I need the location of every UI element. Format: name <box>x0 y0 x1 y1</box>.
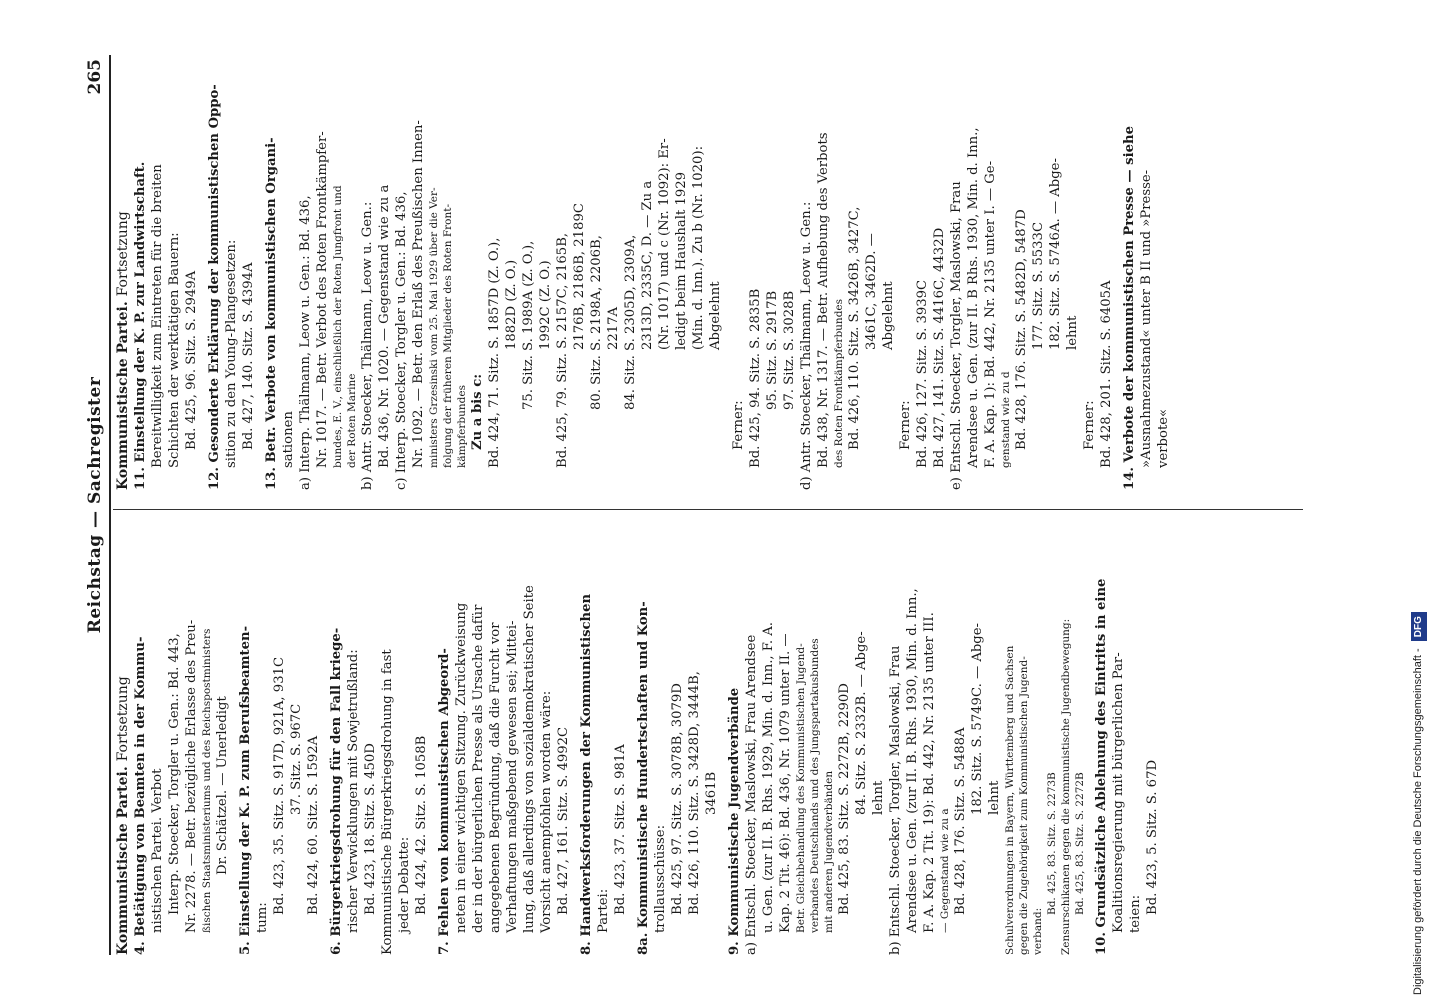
index-line: 6. Bürgerkriegsdrohung für den Fall kriege- <box>329 627 344 955</box>
index-line: 97. Sitz. S. 3028B <box>782 290 797 410</box>
index-line: 95. Sitz. S. 2917B <box>765 290 780 410</box>
heading-continuation: Fortsetzung <box>115 211 131 297</box>
section-heading: Kommunistische Partei. <box>115 301 131 490</box>
index-line: 3461B <box>704 771 719 815</box>
index-line: b) Antr. Stoecker, Thälmann, Leow u. Gen.: <box>360 201 375 490</box>
index-line: 9. Kommunistische Jugendverbände <box>727 687 742 955</box>
index-line: Abgelehnt <box>881 281 896 350</box>
index-line: lehnt <box>1065 315 1080 350</box>
page-header <box>85 55 107 955</box>
index-line: Zensurschikanen gegen die kommunistische Jugendbewegung: <box>1060 618 1072 955</box>
index-line: Koalitionsregierung mit bürgerlichen Par- <box>1111 652 1126 933</box>
index-line: Bd. 425, 83. Sitz. S. 2273B <box>1046 772 1058 915</box>
index-line: Bd. 425, 79. Sitz. S. 2157C, 2165B, <box>555 232 570 468</box>
dfg-credit-text: Digitalisierung gefördert durch die Deutsche Forschungsgemeinschaft - <box>1412 648 1424 995</box>
index-line: Arendsee u. Gen. (zur II. B. Rhs. 1930, Min. d. Inn., <box>905 588 920 933</box>
index-line: Bd. 423, 18. Sitz. S. 450D <box>363 743 378 915</box>
index-line: 84. Sitz. S. 2332B. — Abge- <box>854 631 869 815</box>
header-rule <box>109 55 111 955</box>
index-line: angegebenen Begründung, daß die Furcht vor <box>488 622 503 933</box>
index-line: d) Antr. Stoecker, Thälmann, Leow u. Gen.: <box>799 201 814 490</box>
right-column-heading <box>115 60 132 490</box>
index-line: Vorsicht anempfohlen worden wäre: <box>539 690 554 933</box>
section-heading: Kommunistische Partei. <box>115 766 131 955</box>
index-line: Kap. 2 Tit. 46): Bd. 436, Nr. 1079 unter II. — <box>778 633 793 933</box>
index-line: der in der bürgerlichen Presse als Ursache dafür <box>471 604 486 933</box>
index-line: Ferner: <box>1082 400 1097 450</box>
index-line: u. Gen. (zur II. B. Rhs. 1929, Min. d. Inn., F. A. <box>761 622 776 933</box>
index-line: 37. Sitz. S. 967C <box>289 703 304 815</box>
index-line: Bd. 427, 161. Sitz. S. 4992C <box>556 726 571 915</box>
index-line: verbote« <box>1156 408 1171 468</box>
index-line: Bd. 424, 71. Sitz. S. 1857D (Z. O.), <box>487 237 502 468</box>
index-line: mit anderen Jugendverbänden <box>823 770 835 933</box>
index-line: trollausschüsse: <box>653 824 668 933</box>
index-line: Arendsee u. Gen. (zur II. B Rhs. 1930, Min. d. Inn., <box>966 127 981 468</box>
rotated-page <box>85 55 1295 955</box>
index-line: Bd. 427, 140. Sitz. S. 4394A <box>241 262 256 450</box>
page-number: 265 <box>85 59 105 95</box>
index-line: F. A. Kap. 1): Bd. 442, Nr. 2135 unter I. — Ge- <box>983 160 998 468</box>
index-line: Bd. 438, Nr. 1317. — Betr. Aufhebung des Verbots <box>816 132 831 468</box>
index-line: lehnt <box>987 780 1002 815</box>
index-line: — Gegenstand wie zu a <box>939 808 951 933</box>
index-line: 1882D (Z. O.) <box>504 259 519 350</box>
index-line: Partei: <box>596 888 611 933</box>
index-line: Bd. 428, 176. Sitz. S. 5482D, 5487D <box>1014 209 1029 450</box>
index-line: Betr. Gleichbehandlung des Kommunistischen Jugend- <box>795 643 807 933</box>
index-line: Bd. 426, 110. Sitz. S. 3426B, 3427C, <box>847 206 862 450</box>
index-line: Dr. Schätzel. — Unerledigt <box>215 696 230 875</box>
index-line: jeder Debatte: <box>397 836 412 933</box>
index-line: Bd. 426, 127. Sitz. S. 3939C <box>915 279 930 468</box>
index-line: Bd. 428, 176. Sitz. S. 5488A <box>953 727 968 915</box>
index-line: neten in einer wichtigen Sitzung. Zurückweisung <box>454 602 469 933</box>
index-line: folgung der früheren Mitglieder des Roten Front- <box>442 204 454 468</box>
index-line: b) Entschl. Stoecker, Torgler, Maslowski, Frau <box>888 645 903 955</box>
index-line: Interp. Stoecker, Torgler u. Gen.: Bd. 443, <box>167 633 182 915</box>
index-line: Schichten der werktätigen Bauern: <box>167 232 182 468</box>
index-line: Kommunistische Bürgerkriegsdrohung in fast <box>380 649 395 955</box>
index-line: Ferner: <box>898 400 913 450</box>
index-line: 2176B, 2186B, 2189C <box>572 203 587 350</box>
page-title: Reichstag — Sachregister <box>85 376 105 634</box>
index-line: Bd. 425, 96. Sitz. S. 2949A <box>184 270 199 450</box>
index-line: ministers Grzesinski vom 25. Mai 1929 über die Ver- <box>428 187 440 468</box>
index-line: a) Interp. Thälmann, Leow u. Gen.: Bd. 436, <box>298 195 313 490</box>
dfg-credit <box>1407 5 1429 995</box>
index-line: Bd. 425, 83. Sitz. S. 2272B, 2290D <box>837 683 852 915</box>
left-column <box>115 525 1161 955</box>
index-line: e) Entschl. Stoecker, Torgler, Maslowski, Frau <box>949 181 964 490</box>
left-column-heading <box>115 525 132 955</box>
index-line: Schulverordnungen in Bayern, Württemberg und Sachsen <box>1004 645 1016 955</box>
index-line: 8a. Kommunistische Hundertschaften und Kon- <box>636 601 651 955</box>
index-line: 11. Einstellung der K. P. zur Landwirtschaft. <box>133 161 148 490</box>
index-line: Bd. 423, 35. Sitz. S. 917D, 921A, 931C <box>272 656 287 915</box>
index-line: 8. Handwerksforderungen der Kommunistischen <box>579 593 594 955</box>
index-line: kämpferbundes <box>456 385 468 468</box>
index-line: des Roten Frontkämpferbundes <box>833 298 845 468</box>
index-line: Bd. 423, 37. Sitz. S. 981A <box>613 744 628 915</box>
index-line: lung, daß allerdings von sozialdemokratischer Seite <box>522 585 537 933</box>
index-line: 14. Verbote der kommunistischen Presse — siehe <box>1122 126 1137 490</box>
index-line: (Nr. 1017) und c (Nr. 1092): Er- <box>657 138 672 350</box>
index-line: sationen <box>281 411 296 468</box>
index-line: Verhaftungen maßgebend gewesen sei; Mittei- <box>505 620 520 933</box>
column-divider <box>113 509 1303 510</box>
index-line: 5. Einstellung der K. P. zum Berufsbeamten- <box>238 625 253 955</box>
index-line: »Ausnahmezustand« unter B II und »Presse- <box>1139 169 1154 468</box>
index-line: 10. Grundsätzliche Ablehnung des Eintritts in eine <box>1094 578 1109 955</box>
index-line: Bd. 424, 42. Sitz. S. 1058B <box>414 735 429 915</box>
index-line: Nr. 1092. — Betr. den Erlaß des Preußischen Innen- <box>411 120 426 468</box>
index-line: 84. Sitz. S. 2305D, 2309A, <box>623 234 638 410</box>
index-line: 2217A <box>606 306 621 350</box>
index-line: Bd. 424, 60. Sitz. S. 1592A <box>306 735 321 915</box>
index-line: Bereitwilligkeit zum Eintreten für die breiten <box>150 164 165 468</box>
index-line: c) Interp. Stoecker, Torgler u. Gen.: Bd. 436, <box>394 191 409 490</box>
index-line: verband: <box>1032 907 1044 955</box>
index-line: Abgelehnt <box>708 281 723 350</box>
index-line: 1992C (Z. O.) <box>538 260 553 350</box>
index-line: 4. Betätigung von Beamten in der Kommu- <box>133 636 148 955</box>
index-line: genstand wie zu d <box>1000 371 1012 468</box>
index-line: teien: <box>1128 894 1143 933</box>
index-line: 3461C, 3462D. — <box>864 233 879 350</box>
index-line: sition zu den Young-Plangesetzen: <box>224 239 239 468</box>
index-line: lehnt <box>871 780 886 815</box>
index-line: F. A. Kap. 2 Tit. 19): Bd. 442, Nr. 2135 unter III. <box>922 612 937 933</box>
index-line: nistischen Partei. Verbot <box>150 768 165 933</box>
index-line: (Min. d. Inn.). Zu b (Nr. 1020): <box>691 145 706 350</box>
index-line: 2313D, 2335C, D. — Zu a <box>640 180 655 350</box>
index-line: bundes, E. V., einschließlich der Roten Jungfront und <box>332 185 344 468</box>
index-line: Bd. 423, 5. Sitz. S. 67D <box>1145 759 1160 915</box>
index-line: 80. Sitz. S. 2198A, 2206B, <box>589 235 604 410</box>
index-line: verbandes Deutschlands und des Jungspartakusbundes <box>809 638 821 933</box>
index-line: Ferner: <box>731 400 746 450</box>
index-line: 13. Betr. Verbote von kommunistischen Organi- <box>264 137 279 490</box>
index-line: rischer Verwicklungen mit Sowjetrußland: <box>346 649 361 933</box>
index-line: Nr. 1017. — Betr. Verbot des Roten Frontkämpfer- <box>315 131 330 468</box>
index-line: Zu a bis c: <box>470 373 485 450</box>
index-line: 7. Fehlen von kommunistischen Abgeord- <box>437 648 452 955</box>
index-line: Bd. 425, 94. Sitz. S. 2835B <box>748 288 763 468</box>
index-line: 182. Sitz. S. 5749C. — Abge- <box>970 623 985 815</box>
index-line: ledigt beim Haushalt 1929 <box>674 171 689 350</box>
index-line: 182. Sitz. S. 5746A. — Abge- <box>1048 158 1063 350</box>
index-line: 177. Sitz. S. 5533C <box>1031 221 1046 350</box>
index-line: 75. Sitz. S. 1989A (Z. O.), <box>521 240 536 410</box>
index-line: tum: <box>255 902 270 933</box>
right-column <box>115 60 1172 490</box>
index-line: a) Entschl. Stoecker, Maslowski, Frau Arendsee <box>744 634 759 955</box>
index-line: Bd. 428, 201. Sitz. S. 6405A <box>1099 280 1114 468</box>
index-line: Nr. 2278. — Betr. bezügliche Erlasse des Preu- <box>184 619 199 933</box>
index-line: 12. Gesonderte Erklärung der kommunistischen Oppo- <box>207 84 222 490</box>
heading-continuation: Fortsetzung <box>115 676 131 762</box>
index-line: Bd. 425, 83. Sitz. S. 2272B <box>1074 772 1086 915</box>
index-line: der Roten Marine <box>346 373 358 468</box>
index-line: Bd. 426, 110. Sitz. S. 3428D, 3444B, <box>687 671 702 915</box>
index-line: ßischen Staatsministeriums und des Reichspostministers <box>201 628 213 933</box>
index-line: gegen die Zugehörigkeit zum Kommunistischen Jugend- <box>1018 656 1030 955</box>
index-line: Bd. 427, 141. Sitz. S. 4416C, 4432D <box>932 227 947 468</box>
index-line: Bd. 436, Nr. 1020. — Gegenstand wie zu a <box>377 184 392 468</box>
index-line: Bd. 425, 97. Sitz. S. 3078B, 3079D <box>670 683 685 915</box>
dfg-logo: DFG <box>1411 612 1427 641</box>
